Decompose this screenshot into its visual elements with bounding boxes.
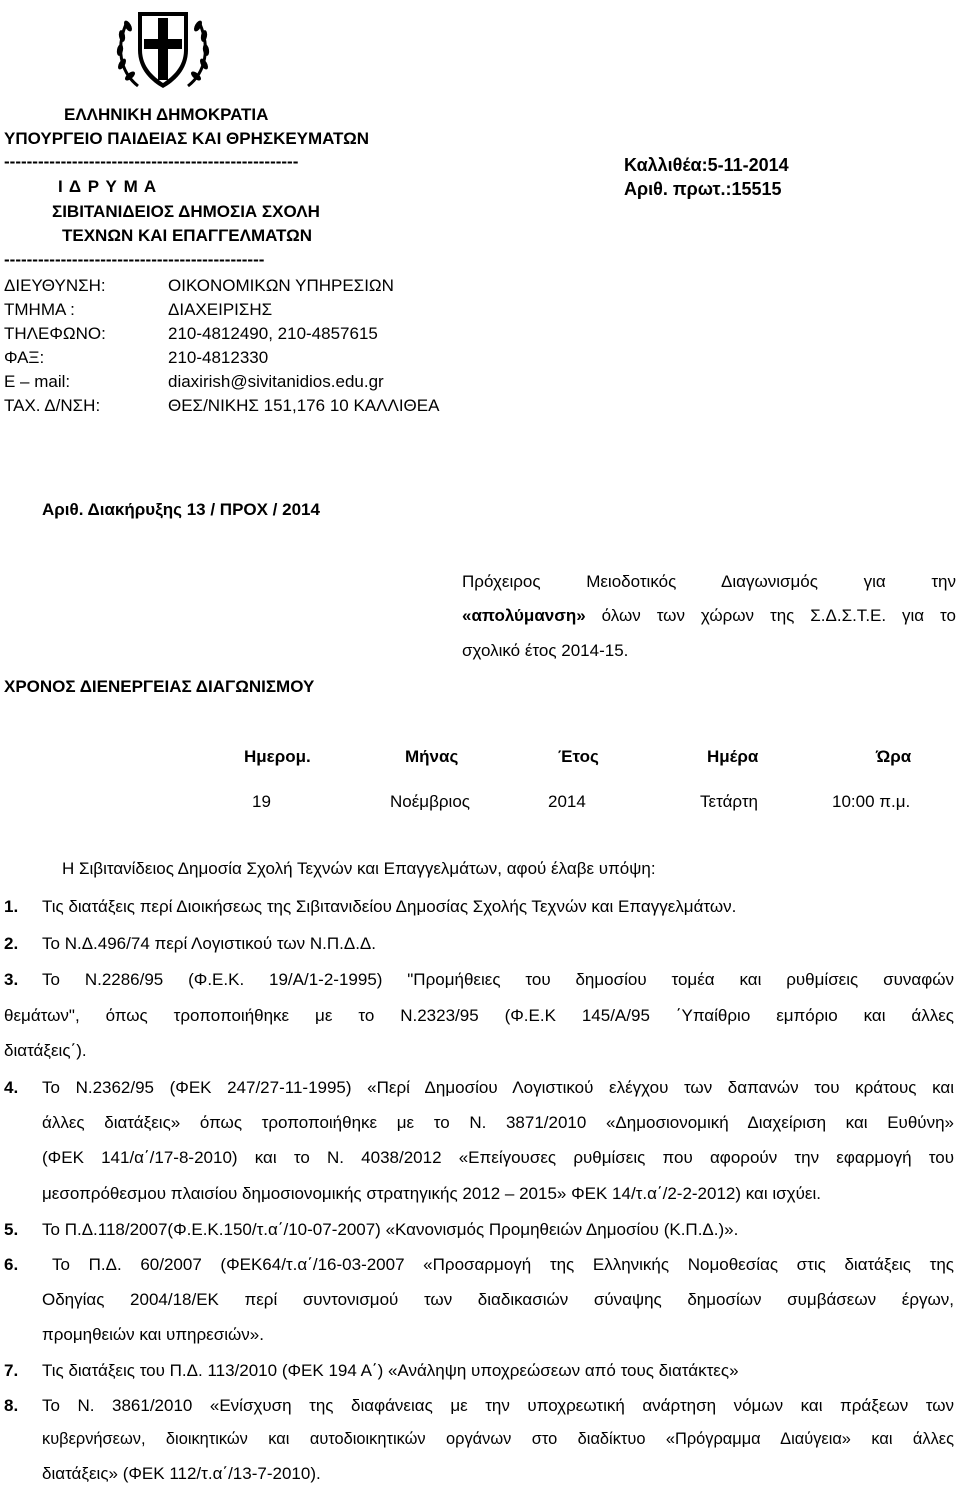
schedule-header-time: Ώρα: [876, 747, 912, 766]
contact-label: ΦΑΞ:: [4, 348, 45, 367]
protocol-number: Αριθ. πρωτ.:15515: [624, 179, 782, 199]
list-item-text: διατάξεις» (ΦΕΚ 112/τ.α΄/13-7-2010).: [42, 1464, 321, 1483]
tender-time-label: ΧΡΟΝΟΣ ΔΙΕΝΕΡΓΕΙΑΣ ΔΙΑΓΩΝΙΣΜΟΥ: [4, 677, 315, 696]
contact-value: ΔΙΑΧΕΙΡΙΣΗΣ: [168, 300, 273, 319]
list-item-number: 4.: [4, 1078, 19, 1097]
contact-value: ΟΙΚΟΝΟΜΙΚΩΝ ΥΠΗΡΕΣΙΩΝ: [168, 276, 394, 295]
schedule-value-month: Νοέμβριος: [390, 792, 470, 811]
contact-label: ΤΑΧ. Δ/ΝΣΗ:: [4, 396, 101, 415]
list-item-text: Τις διατάξεις περί Διοικήσεως της Σιβιτανιδείου Δημοσίας Σχολής Τεχνών και Επαγγελμάτων.: [42, 897, 737, 916]
list-item-number: 7.: [4, 1361, 19, 1380]
header-divider-2: ----------------------------------------------: [4, 250, 265, 269]
list-item-number: 2.: [4, 934, 19, 953]
list-item-text: διατάξεις΄).: [4, 1041, 87, 1060]
schedule-value-date: 19: [252, 792, 271, 811]
list-item-text: θεμάτων", όπως τροποποιήθηκε με το Ν.2323/95 (Φ.Ε.Κ 145/Α/95 ΄Υπαίθριο εμπόριο και άλλες: [4, 1006, 954, 1025]
contact-label: E – mail:: [4, 372, 71, 391]
list-item-text: Το Ν. 3861/2010 «Ενίσχυση της διαφάνειας με την υποχρεωτική ανάρτηση νόμων και πράξεων των: [42, 1396, 954, 1415]
list-item-number: 1.: [4, 897, 19, 916]
list-item-number: 3.: [4, 970, 19, 989]
schedule-value-year: 2014: [548, 792, 586, 811]
declaration-number: Αριθ. Διακήρυξης 13 / ΠΡΟΧ / 2014: [42, 500, 320, 519]
country-name: ΕΛΛΗΝΙΚΗ ΔΗΜΟΚΡΑΤΙΑ: [64, 105, 269, 124]
list-item-text: Το Π.Δ.118/2007(Φ.Ε.Κ.150/τ.α΄/10-07-2007) «Κανονισμός Προμηθειών Δημοσίου (Κ.Π.Δ.)».: [42, 1220, 739, 1239]
contact-value: ΘΕΣ/ΝΙΚΗΣ 151,176 10 ΚΑΛΛΙΘΕΑ: [168, 396, 440, 415]
list-item-text: (ΦΕΚ 141/α΄/17-8-2010) και το Ν. 4038/2012 «Επείγουσες ρυθμίσεις που αφορούν την εφαρμογή του: [42, 1148, 954, 1167]
schedule-value-time: 10:00 π.μ.: [832, 792, 911, 811]
list-item-text: άλλες διατάξεις» όπως τροποποιήθηκε με το Ν. 3871/2010 «Δημοσιονομική Διαχείριση και Ευθύνη»: [42, 1113, 954, 1132]
schedule-header-day: Ημέρα: [707, 747, 759, 766]
tender-subject: «απολύμανση»: [462, 606, 586, 625]
school-name: ΣΙΒΙΤΑΝΙΔΕΙΟΣ ΔΗΜΟΣΙΑ ΣΧΟΛΗ: [52, 202, 320, 221]
schedule-header-date: Ημερομ.: [244, 747, 311, 766]
contact-value: 210-4812490, 210-4857615: [168, 324, 378, 343]
tender-description-line3: σχολικό έτος 2014-15.: [462, 641, 629, 660]
list-item-text: Το Ν.2286/95 (Φ.Ε.Κ. 19/Α/1-2-1995) "Προμήθειες του δημοσίου τομέα και ρυθμίσεις συναφών: [42, 970, 954, 989]
list-item-text: Το Π.Δ. 60/2007 (ΦΕΚ64/τ.α΄/16-03-2007 «Προσαρμογή της Ελληνικής Νομοθεσίας στις διατάξεις της: [52, 1255, 954, 1274]
tender-description-line2: [462, 606, 956, 626]
list-item-number: 8.: [4, 1396, 19, 1415]
list-item-text: Τις διατάξεις του Π.Δ. 113/2010 (ΦΕΚ 194 Α΄) «Ανάληψη υποχρεώσεων από τους διατάκτες»: [42, 1361, 739, 1380]
list-item-text: κυβερνήσεων, διοικητικών και αυτοδιοικητικών οργάνων στο διαδίκτυο «Πρόγραμμα Διαύγεια» και άλλες: [42, 1430, 954, 1448]
list-item-text: Το Ν.2362/95 (ΦΕΚ 247/27-11-1995) «Περί Δημοσίου Λογιστικού ελέγχου των δαπανών του κράτους και: [42, 1078, 954, 1097]
list-item-text: προμηθειών και υπηρεσιών».: [42, 1325, 264, 1344]
list-item-text: μεσοπρόθεσμου πλαισίου δημοσιονομικής στρατηγικής 2012 – 2015» ΦΕΚ 14/τ.α΄/2-2-2012) και ισχύει.: [42, 1184, 821, 1203]
schedule-header-month: Μήνας: [405, 747, 459, 766]
tender-description-line1: Πρόχειρος Μειοδοτικός Διαγωνισμός για την: [462, 572, 956, 591]
list-item-text: Το Ν.Δ.496/74 περί Λογιστικού των Ν.Π.Δ.Δ.: [42, 934, 376, 953]
contact-label: ΤΜΗΜΑ :: [4, 300, 75, 319]
tender-description-rest: όλων των χώρων της Σ.Δ.Σ.Τ.Ε. για το: [585, 606, 956, 625]
schedule-value-day: Τετάρτη: [700, 792, 758, 811]
foundation-label: Ι Δ Ρ Υ Μ Α: [58, 177, 158, 196]
greek-coat-of-arms-icon: [108, 2, 218, 94]
school-name-line2: ΤΕΧΝΩΝ ΚΑΙ ΕΠΑΓΓΕΛΜΑΤΩΝ: [62, 226, 312, 245]
header-divider: ----------------------------------------------------: [4, 152, 299, 171]
document-date: Καλλιθέα:5-11-2014: [624, 155, 789, 175]
list-item-number: 5.: [4, 1220, 19, 1239]
schedule-header-year: Έτος: [558, 747, 599, 766]
list-item-text: Οδηγίας 2004/18/ΕΚ περί συντονισμού των διαδικασιών σύναψης δημοσίων συμβάσεων έργων,: [42, 1290, 954, 1309]
list-item-number: 6.: [4, 1255, 19, 1274]
ministry-name: ΥΠΟΥΡΓΕΙΟ ΠΑΙΔΕΙΑΣ ΚΑΙ ΘΡΗΣΚΕΥΜΑΤΩΝ: [4, 129, 370, 148]
contact-value: 210-4812330: [168, 348, 269, 367]
contact-label: ΤΗΛΕΦΩΝΟ:: [4, 324, 106, 343]
considerations-intro: Η Σιβιτανίδειος Δημοσία Σχολή Τεχνών και Επαγγελμάτων, αφού έλαβε υπόψη:: [62, 859, 656, 878]
contact-label: ΔΙΕΥΘΥΝΣΗ:: [4, 276, 106, 295]
email-link[interactable]: diaxirish@sivitanidios.edu.gr: [168, 372, 384, 391]
